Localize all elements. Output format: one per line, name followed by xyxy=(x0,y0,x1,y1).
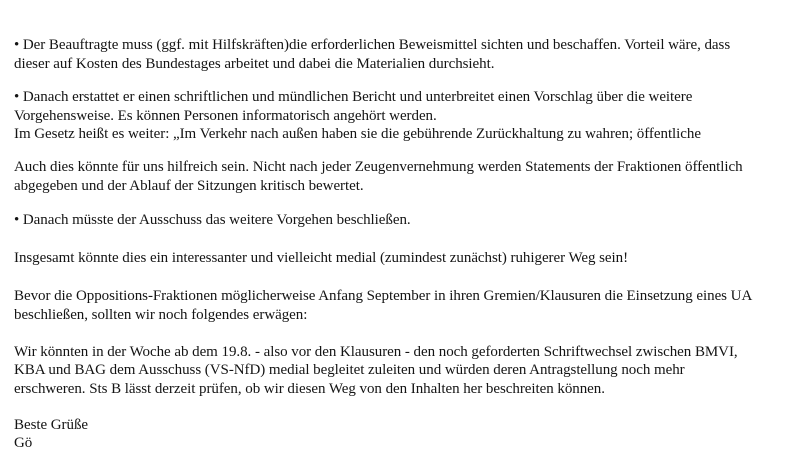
paragraph-7-line-1: Wir könnten in der Woche ab dem 19.8. - also vor den Klausuren - den noch geforderten Schriftwechsel zwischen BMVI, xyxy=(14,344,738,360)
paragraph-1-line-2: dieser auf Kosten des Bundestages arbeitet und dabei die Materialien durchsieht. xyxy=(14,56,495,72)
paragraph-2-line-2: Vorgehensweise. Es können Personen informatorisch angehört werden. xyxy=(14,108,437,124)
closing-signature: Gö xyxy=(14,435,33,451)
paragraph-2-line-3: Im Gesetz heißt es weiter: „Im Verkehr nach außen haben sie die gebührende Zurückhaltung zu wahren; öffentliche xyxy=(14,126,701,142)
paragraph-4-line-1: • Danach müsste der Ausschuss das weitere Vorgehen beschließen. xyxy=(14,212,411,228)
paragraph-6-line-1: Bevor die Oppositions-Fraktionen möglicherweise Anfang September in ihren Gremien/Klausuren die Einsetzung eines UA xyxy=(14,288,753,304)
closing-greeting: Beste Grüße xyxy=(14,417,89,433)
paragraph-6-line-2: beschließen, sollten wir noch folgendes erwägen: xyxy=(14,307,308,323)
paragraph-1-line-1: • Der Beauftragte muss (ggf. mit Hilfskräften)die erforderlichen Beweismittel sichten und beschaffen. Vorteil wäre, dass xyxy=(14,37,731,53)
paragraph-7-line-3: erschweren. Sts B lässt derzeit prüfen, ob wir diesen Weg von den Inhalten her beschreiten können. xyxy=(14,381,605,397)
paragraph-7-line-2: KBA und BAG dem Ausschuss (VS-NfD) medial begleitet zuleiten und würden deren Antragstellung noch mehr xyxy=(14,362,685,378)
paragraph-3-line-1: Auch dies könnte für uns hilfreich sein. Nicht nach jeder Zeugenvernehmung werden Statements der Fraktionen öffentlich xyxy=(14,159,743,175)
paragraph-3-line-2: abgegeben und der Ablauf der Sitzungen kritisch bewertet. xyxy=(14,178,364,194)
paragraph-5-line-1: Insgesamt könnte dies ein interessanter und vielleicht medial (zumindest zunächst) ruhigerer Weg sein! xyxy=(14,250,629,266)
paragraph-2-line-1: • Danach erstattet er einen schriftlichen und mündlichen Bericht und unterbreitet einen Vorschlag über die weitere xyxy=(14,89,693,105)
